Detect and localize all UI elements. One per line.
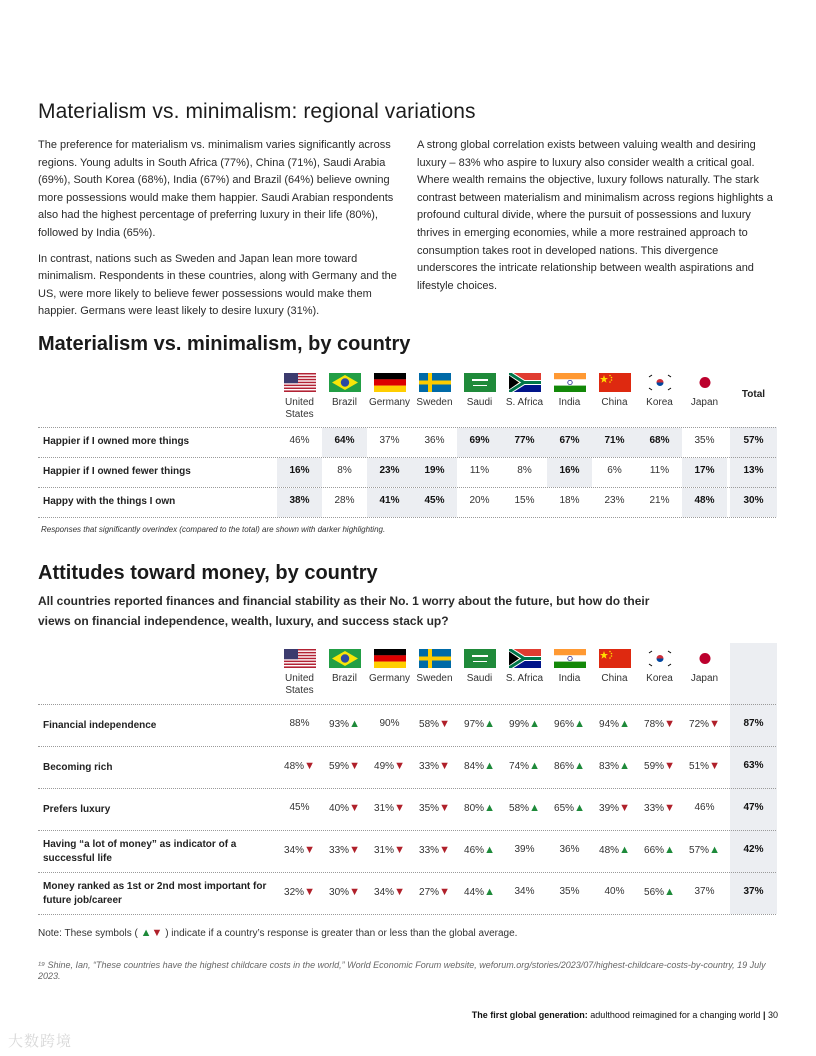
value-text: 66% (644, 845, 665, 856)
germany-flag-icon (374, 649, 406, 668)
down-triangle-icon: ▼ (709, 760, 720, 772)
row-label: Having “a lot of money” as indicator of a successful life (43, 839, 237, 864)
value-cell: 16% (559, 465, 580, 476)
value-text: 57% (689, 845, 710, 856)
value-cell (502, 802, 547, 814)
value-text: 51% (689, 761, 710, 772)
value-cell (322, 844, 367, 856)
total-cell: 30% (743, 495, 764, 506)
value-cell: 45% (424, 495, 445, 506)
value-text: 46% (464, 845, 485, 856)
country-header (322, 649, 367, 685)
country-header (412, 373, 457, 409)
value-cell: 20% (469, 495, 490, 506)
down-triangle-icon: ▼ (439, 886, 450, 898)
up-triangle-icon: ▲ (484, 802, 495, 814)
value-cell (322, 802, 367, 814)
up-triangle-icon: ▲ (619, 760, 630, 772)
value-text: 30% (329, 887, 350, 898)
up-triangle-icon: ▲ (574, 718, 585, 730)
section-title: Materialism vs. minimalism: regional variations (38, 100, 476, 123)
up-triangle-icon: ▲ (349, 718, 360, 730)
intro-paragraph: The preference for materialism vs. minimalism varies significantly across regions. Young adults in South Africa (77%), China (71%), Saudi Arabia (69%), South Korea (68%), India (67%) and Brazil (64%) believe owning more possessions would make them happier. Saudi Arabian respondents also had the highest percentage of preferring luxury in their life (80%), followed by India (65%). (38, 139, 394, 239)
value-cell (502, 718, 547, 730)
footer-title: The first global generation: (471, 1010, 588, 1020)
china-flag-icon (599, 373, 631, 392)
note-text-before: Note: These symbols ( (38, 928, 138, 939)
country-label: United States (285, 397, 314, 420)
value-text: 32% (284, 887, 305, 898)
korea-flag-icon (644, 649, 676, 668)
country-header (637, 649, 682, 685)
down-triangle-icon: ▼ (439, 718, 450, 730)
value-text: 88% (289, 718, 310, 729)
value-cell (547, 760, 592, 772)
row-label: Financial independence (43, 720, 157, 731)
value-cell: 19% (424, 465, 445, 476)
value-cell (412, 718, 457, 730)
table1-title: Materialism vs. minimalism, by country (38, 333, 411, 355)
down-triangle-icon: ▼ (304, 844, 315, 856)
value-cell (322, 886, 367, 898)
value-text: 34% (374, 887, 395, 898)
value-cell (412, 886, 457, 898)
intro-paragraph: A strong global correlation exists between valuing wealth and desiring luxury – 83% who aspire to luxury also consider wealth a critical goal. Where wealth remains the objective, luxury follows naturally. The stark contrast between materialism and minimalism across regions highlights a profound cultural divide, where the pursuit of possessions and luxury thrives in emerging economies, while a more restrained approach to consumption takes root in developed nations. This divergence underscores the intricate relationship between wealth aspirations and lifestyle choices. (417, 139, 773, 292)
value-cell (457, 802, 502, 814)
row-label: Happy with the things I own (43, 496, 176, 507)
sweden-flag-icon (419, 373, 451, 392)
up-triangle-icon: ▲ (529, 760, 540, 772)
row-label: Happier if I owned fewer things (43, 466, 191, 477)
country-label: China (601, 673, 628, 684)
down-triangle-icon: ▼ (439, 760, 450, 772)
value-cell: 8% (337, 465, 352, 476)
country-label: Germany (368, 673, 411, 684)
up-triangle-icon: ▲ (140, 927, 152, 939)
value-cell: 48% (694, 495, 715, 506)
value-cell (682, 760, 727, 772)
value-cell: 11% (649, 465, 670, 476)
value-text: 45% (289, 802, 310, 813)
value-cell: 17% (694, 465, 715, 476)
value-cell (322, 718, 367, 730)
value-text: 74% (509, 761, 530, 772)
total-cell: 87% (743, 718, 764, 729)
value-text: 36% (559, 844, 580, 855)
value-cell (457, 886, 502, 898)
value-cell (547, 718, 592, 730)
country-label: Saudi (466, 673, 493, 684)
value-cell (367, 718, 412, 729)
total-header: Total (741, 389, 766, 400)
value-cell (682, 718, 727, 730)
country-header (412, 649, 457, 685)
value-cell (277, 802, 322, 813)
up-triangle-icon: ▲ (619, 844, 630, 856)
value-cell (547, 886, 592, 897)
value-cell (367, 802, 412, 814)
value-cell: 18% (559, 495, 580, 506)
value-text: 49% (374, 761, 395, 772)
germany-flag-icon (374, 373, 406, 392)
down-triangle-icon: ▼ (439, 802, 450, 814)
value-cell (592, 802, 637, 814)
value-text: 83% (599, 761, 620, 772)
south-africa-flag-icon (509, 373, 541, 392)
country-header (547, 373, 592, 409)
brazil-flag-icon (329, 649, 361, 668)
value-cell: 64% (334, 435, 355, 446)
value-cell (637, 760, 682, 772)
value-text: 35% (559, 886, 580, 897)
table2-note (38, 927, 517, 939)
value-cell: 41% (379, 495, 400, 506)
japan-flag-icon (689, 649, 721, 668)
value-cell (412, 844, 457, 856)
up-triangle-icon: ▲ (664, 886, 675, 898)
up-triangle-icon: ▲ (529, 718, 540, 730)
value-cell (412, 760, 457, 772)
down-triangle-icon: ▼ (151, 927, 163, 939)
down-triangle-icon: ▼ (394, 886, 405, 898)
value-text: 84% (464, 761, 485, 772)
value-text: 58% (509, 803, 530, 814)
value-text: 40% (604, 886, 625, 897)
up-triangle-icon: ▲ (574, 802, 585, 814)
up-triangle-icon: ▲ (484, 760, 495, 772)
value-cell (412, 802, 457, 814)
value-cell (547, 802, 592, 814)
down-triangle-icon: ▼ (349, 886, 360, 898)
value-text: 33% (419, 845, 440, 856)
country-label: Germany (368, 397, 411, 408)
watermark: 大数跨境 (8, 1033, 73, 1050)
total-cell: 57% (743, 435, 764, 446)
down-triangle-icon: ▼ (394, 760, 405, 772)
down-triangle-icon: ▼ (349, 760, 360, 772)
country-label: India (558, 397, 581, 408)
up-triangle-icon: ▲ (529, 802, 540, 814)
down-triangle-icon: ▼ (304, 886, 315, 898)
table-bottom-rule (38, 914, 776, 915)
value-text: 34% (514, 886, 535, 897)
value-cell: 11% (469, 465, 490, 476)
value-text: 39% (514, 844, 535, 855)
table-bottom-rule (38, 517, 776, 518)
up-triangle-icon: ▲ (484, 886, 495, 898)
intro-left-column (38, 137, 400, 329)
country-header (502, 373, 547, 409)
country-label: Brazil (331, 397, 357, 408)
value-cell (637, 844, 682, 856)
country-label: Sweden (416, 673, 453, 684)
page-footer (472, 1010, 778, 1020)
down-triangle-icon: ▼ (664, 802, 675, 814)
value-text: 97% (464, 719, 485, 730)
intro-right-column (417, 137, 779, 303)
value-text: 33% (329, 845, 350, 856)
country-header (322, 373, 367, 409)
country-header (367, 649, 412, 685)
down-triangle-icon: ▼ (394, 844, 405, 856)
value-cell (277, 886, 322, 898)
value-cell: 23% (379, 465, 400, 476)
value-cell (592, 886, 637, 897)
value-cell: 68% (649, 435, 670, 446)
country-label: Korea (646, 673, 673, 684)
country-header (637, 373, 682, 409)
value-text: 27% (419, 887, 440, 898)
row-label: Happier if I owned more things (43, 436, 190, 447)
down-triangle-icon: ▼ (664, 718, 675, 730)
value-cell: 28% (334, 495, 355, 506)
value-text: 31% (374, 845, 395, 856)
down-triangle-icon: ▼ (394, 802, 405, 814)
intro-paragraph: In contrast, nations such as Sweden and Japan lean more toward minimalism. Respondents in these countries, along with Germany and the US, were more likely to believe fewer possessions would make them happier. Germans were least likely to desire luxury (31%). (38, 252, 397, 318)
down-triangle-icon: ▼ (349, 844, 360, 856)
korea-flag-icon (644, 373, 676, 392)
value-cell (322, 760, 367, 772)
value-cell: 23% (604, 495, 625, 506)
value-text: 37% (694, 886, 715, 897)
value-cell (682, 844, 727, 856)
value-text: 99% (509, 719, 530, 730)
value-cell: 35% (694, 435, 715, 446)
value-cell (637, 802, 682, 814)
country-header (682, 649, 727, 685)
value-cell (277, 718, 322, 729)
row-label: Prefers luxury (43, 804, 111, 815)
down-triangle-icon: ▼ (709, 718, 720, 730)
country-label: Brazil (331, 673, 357, 684)
value-cell: 46% (289, 435, 310, 446)
value-cell (457, 760, 502, 772)
value-cell: 21% (649, 495, 670, 506)
row-label: Money ranked as 1st or 2nd most important for future job/career (43, 881, 267, 906)
sweden-flag-icon (419, 649, 451, 668)
country-label: Saudi (466, 397, 493, 408)
table1-note: Responses that significantly overindex (compared to the total) are shown with darker highlighting. (41, 525, 386, 534)
value-text: 59% (644, 761, 665, 772)
country-header (367, 373, 412, 409)
value-text: 35% (419, 803, 440, 814)
total-cell: 42% (743, 844, 764, 855)
value-cell: 77% (514, 435, 535, 446)
value-text: 72% (689, 719, 710, 730)
down-triangle-icon: ▼ (349, 802, 360, 814)
total-cell: 47% (743, 802, 764, 813)
total-cell: 13% (743, 465, 764, 476)
note-text-after: ) indicate if a country’s response is greater than or less than the global average. (165, 928, 518, 939)
value-text: 34% (284, 845, 305, 856)
country-header (682, 373, 727, 409)
country-header (547, 649, 592, 685)
up-triangle-icon: ▲ (484, 718, 495, 730)
value-cell: 71% (604, 435, 625, 446)
value-text: 65% (554, 803, 575, 814)
value-cell (592, 760, 637, 772)
value-cell (457, 718, 502, 730)
value-text: 93% (329, 719, 350, 730)
value-cell: 8% (517, 465, 532, 476)
saudi-flag-icon (464, 373, 496, 392)
value-cell (592, 718, 637, 730)
country-header (277, 649, 322, 697)
value-text: 39% (599, 803, 620, 814)
country-label: China (601, 397, 628, 408)
country-label: Japan (690, 397, 719, 408)
value-cell: 38% (289, 495, 310, 506)
page-number: 30 (767, 1010, 778, 1020)
india-flag-icon (554, 373, 586, 392)
value-cell (457, 844, 502, 856)
value-cell (367, 760, 412, 772)
china-flag-icon (599, 649, 631, 668)
down-triangle-icon: ▼ (304, 760, 315, 772)
value-text: 80% (464, 803, 485, 814)
country-header (502, 649, 547, 685)
value-text: 86% (554, 761, 575, 772)
value-cell: 15% (514, 495, 535, 506)
country-label: India (558, 673, 581, 684)
value-cell (277, 760, 322, 772)
us-flag-icon (284, 649, 316, 668)
country-label: United States (285, 673, 314, 696)
footer-subtitle: adulthood reimagined for a changing world (590, 1010, 761, 1020)
value-cell: 16% (289, 465, 310, 476)
value-text: 94% (599, 719, 620, 730)
up-triangle-icon: ▲ (574, 760, 585, 772)
value-cell (682, 886, 727, 897)
country-label: Sweden (416, 397, 453, 408)
up-triangle-icon: ▲ (484, 844, 495, 856)
value-text: 48% (599, 845, 620, 856)
country-header (592, 649, 637, 685)
value-cell: 36% (424, 435, 445, 446)
value-cell: 69% (469, 435, 490, 446)
total-cell: 37% (743, 886, 764, 897)
value-cell (637, 886, 682, 898)
value-cell (277, 844, 322, 856)
value-text: 56% (644, 887, 665, 898)
value-cell (502, 760, 547, 772)
country-label: S. Africa (505, 673, 544, 684)
footnote: ¹⁹ Shine, Ian, “These countries have the highest childcare costs in the world,” World Economic Forum website, weforum.org/stories/2023/07/highest-childcare-costs-by-country, 19 July 2023. (38, 960, 766, 981)
value-cell (367, 886, 412, 898)
value-text: 90% (379, 718, 400, 729)
value-cell (682, 802, 727, 813)
down-triangle-icon: ▼ (664, 760, 675, 772)
value-text: 46% (694, 802, 715, 813)
brazil-flag-icon (329, 373, 361, 392)
up-triangle-icon: ▲ (664, 844, 675, 856)
value-cell: 37% (379, 435, 400, 446)
country-label: Korea (646, 397, 673, 408)
value-text: 44% (464, 887, 485, 898)
country-header (277, 373, 322, 421)
value-cell (502, 844, 547, 855)
table2-title: Attitudes toward money, by country (38, 562, 378, 584)
value-cell (502, 886, 547, 897)
value-text: 48% (284, 761, 305, 772)
value-text: 33% (644, 803, 665, 814)
japan-flag-icon (689, 373, 721, 392)
value-cell (637, 718, 682, 730)
saudi-flag-icon (464, 649, 496, 668)
value-text: 31% (374, 803, 395, 814)
country-header (457, 649, 502, 685)
value-text: 96% (554, 719, 575, 730)
up-triangle-icon: ▲ (619, 718, 630, 730)
value-cell (367, 844, 412, 856)
value-cell (592, 844, 637, 856)
value-text: 59% (329, 761, 350, 772)
down-triangle-icon: ▼ (439, 844, 450, 856)
up-triangle-icon: ▲ (709, 844, 720, 856)
country-header (592, 373, 637, 409)
footer-separator: | (762, 1010, 766, 1020)
us-flag-icon (284, 373, 316, 392)
down-triangle-icon: ▼ (619, 802, 630, 814)
row-label: Becoming rich (43, 762, 113, 773)
country-header (457, 373, 502, 409)
value-text: 78% (644, 719, 665, 730)
country-label: Japan (690, 673, 719, 684)
total-cell: 63% (743, 760, 764, 771)
table2-subtitle: All countries reported finances and financial stability as their No. 1 worry about the future, but how do their views on financial independence, wealth, luxury, and success stack up? (38, 594, 650, 628)
south-africa-flag-icon (509, 649, 541, 668)
india-flag-icon (554, 649, 586, 668)
value-text: 33% (419, 761, 440, 772)
value-text: 40% (329, 803, 350, 814)
value-cell: 6% (607, 465, 622, 476)
country-label: S. Africa (505, 397, 544, 408)
value-cell: 67% (559, 435, 580, 446)
value-text: 58% (419, 719, 440, 730)
value-cell (547, 844, 592, 855)
